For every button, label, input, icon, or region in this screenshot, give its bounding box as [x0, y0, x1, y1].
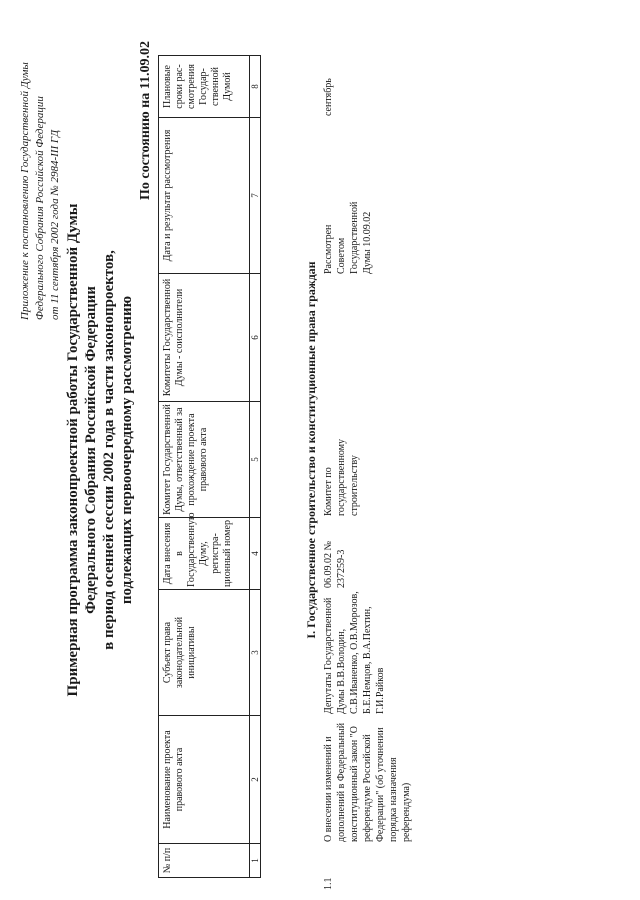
header-cell-date: Дата внесения в Государственную Думу, регистра-ционный номер — [159, 518, 250, 590]
row-subject: Депутаты Государственной Думы В.В.Володин, С.В.Иваненко, О.В.Морозов, Б.Е.Немцов, В.А.Пехтин, Г.И.Райков — [323, 591, 386, 714]
annotation-line: от 11 сентября 2002 года № 2984-III ГД — [49, 129, 61, 320]
annotation-line: Приложение к постановлению Государственной Думы — [19, 62, 31, 320]
header-cell-result: Дата и результат рассмотрения — [159, 118, 250, 274]
resolution-annotation — [18, 62, 63, 320]
header-cell-name: Наименование проекта правового акта — [159, 716, 250, 844]
row-committee: Комитет по государственному строительству — [323, 438, 360, 516]
title-line: Федерального Собрания Российской Федерации — [83, 286, 99, 614]
section-title: I. Государственное строительство и конституционные права граждан — [304, 261, 318, 639]
row-number: 1.1 — [323, 877, 334, 890]
row-planned: сентябрь — [323, 78, 334, 116]
row-result: Рассмотрен Советом Государственной Думы 10.09.02 — [323, 201, 373, 274]
column-number: 8 — [250, 56, 261, 118]
row-act-name: О внесении изменений и дополнений в Федеральный конституционный закон "О референдуме Российской Федерации" (об уточнении порядка назначения референдума) — [323, 722, 412, 842]
program-table-header — [158, 55, 261, 878]
column-number: 5 — [250, 402, 261, 518]
column-number: 2 — [250, 716, 261, 844]
document-title — [64, 0, 136, 900]
header-cell-planned: Плановые сроки рас-смотрения Государ-ственной Думой — [159, 56, 250, 118]
header-cell-subject: Субъект права законодательной инициативы — [159, 590, 250, 716]
column-number: 1 — [250, 844, 261, 878]
column-number: 7 — [250, 118, 261, 274]
column-number: 4 — [250, 518, 261, 590]
header-cell-num: № п/п — [159, 844, 250, 878]
column-number: 3 — [250, 590, 261, 716]
title-line: подлежащих первоочередному рассмотрению — [119, 295, 135, 605]
column-number: 6 — [250, 274, 261, 402]
header-cell-co-committees: Комитеты Государственной Думы - соисполнители — [159, 274, 250, 402]
header-cell-committee: Комитет Государственной Думы, ответственный за прохождение проекта правового акта — [159, 402, 250, 518]
annotation-line: Федерального Собрания Российской Федерации — [34, 96, 46, 320]
title-line: в период осенней сессии 2002 года в части законопроектов, — [101, 250, 117, 650]
row-date-registration: 06.09.02 № 237259-3 — [323, 540, 347, 588]
as-of-date: По состоянию на 11.09.02 — [138, 41, 153, 200]
title-line: Примерная программа законопроектной работы Государственной Думы — [65, 203, 81, 697]
